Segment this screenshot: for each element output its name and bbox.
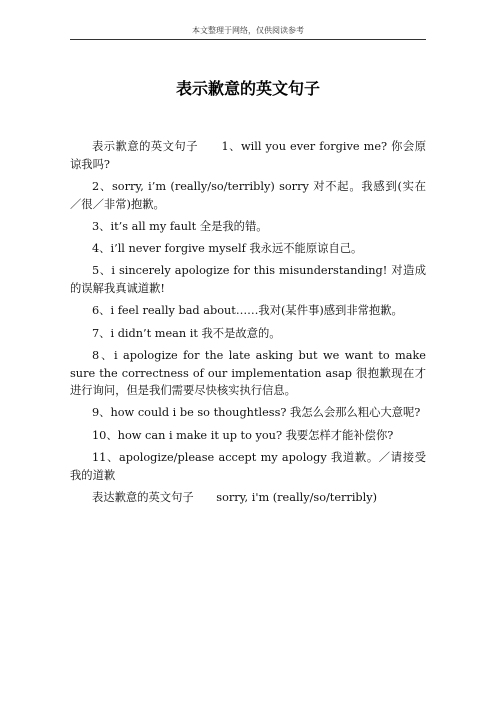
page-header-note: 本文整理于网络，仅供阅读参考 [192,26,304,35]
paragraph-2: 2、sorry, i’m (really/so/terribly) sorry 对不起。我感到(实在／很／非常)抱歉。 [70,179,426,211]
paragraph-9: 9、how could i be so thoughtless? 我怎么会那么粗心大意呢? [92,406,421,420]
paragraph-5: 5、i sincerely apologize for this misunderstanding! 对造成的误解我真诚道歉! [70,264,426,296]
paragraph-6: 6、i feel really bad about……我对(某件事)感到非常抱歉。 [92,304,403,318]
paragraph-10: 10、how can i make it up to you? 我要怎样才能补偿你? [92,428,394,442]
paragraph-11: 11、apologize/please accept my apology 我道歉。／请接受我的道歉 [70,450,426,482]
paragraph-7: 7、i didn’t mean it 我不是故意的。 [92,326,281,340]
document-body [70,138,426,511]
paragraph-3: 3、it’s all my fault 全是我的错。 [92,219,268,233]
header-divider [70,39,426,40]
paragraph-12: 表达歉意的英文句子 sorry, i'm (really/so/terribly) [92,490,378,504]
paragraph-4: 4、i’ll never forgive myself 我永远不能原谅自己。 [92,242,363,256]
paragraph-1: 表示歉意的英文句子 1、will you ever forgive me? 你会原谅我吗? [70,140,426,171]
paragraph-8: 8、i apologize for the late asking but we want to make sure the correctness of our implementation asap 很抱歉现在才进行询问，但是我们需要尽快核实执行信息。 [70,348,426,398]
document-title: 表示歉意的英文句子 [175,79,320,98]
